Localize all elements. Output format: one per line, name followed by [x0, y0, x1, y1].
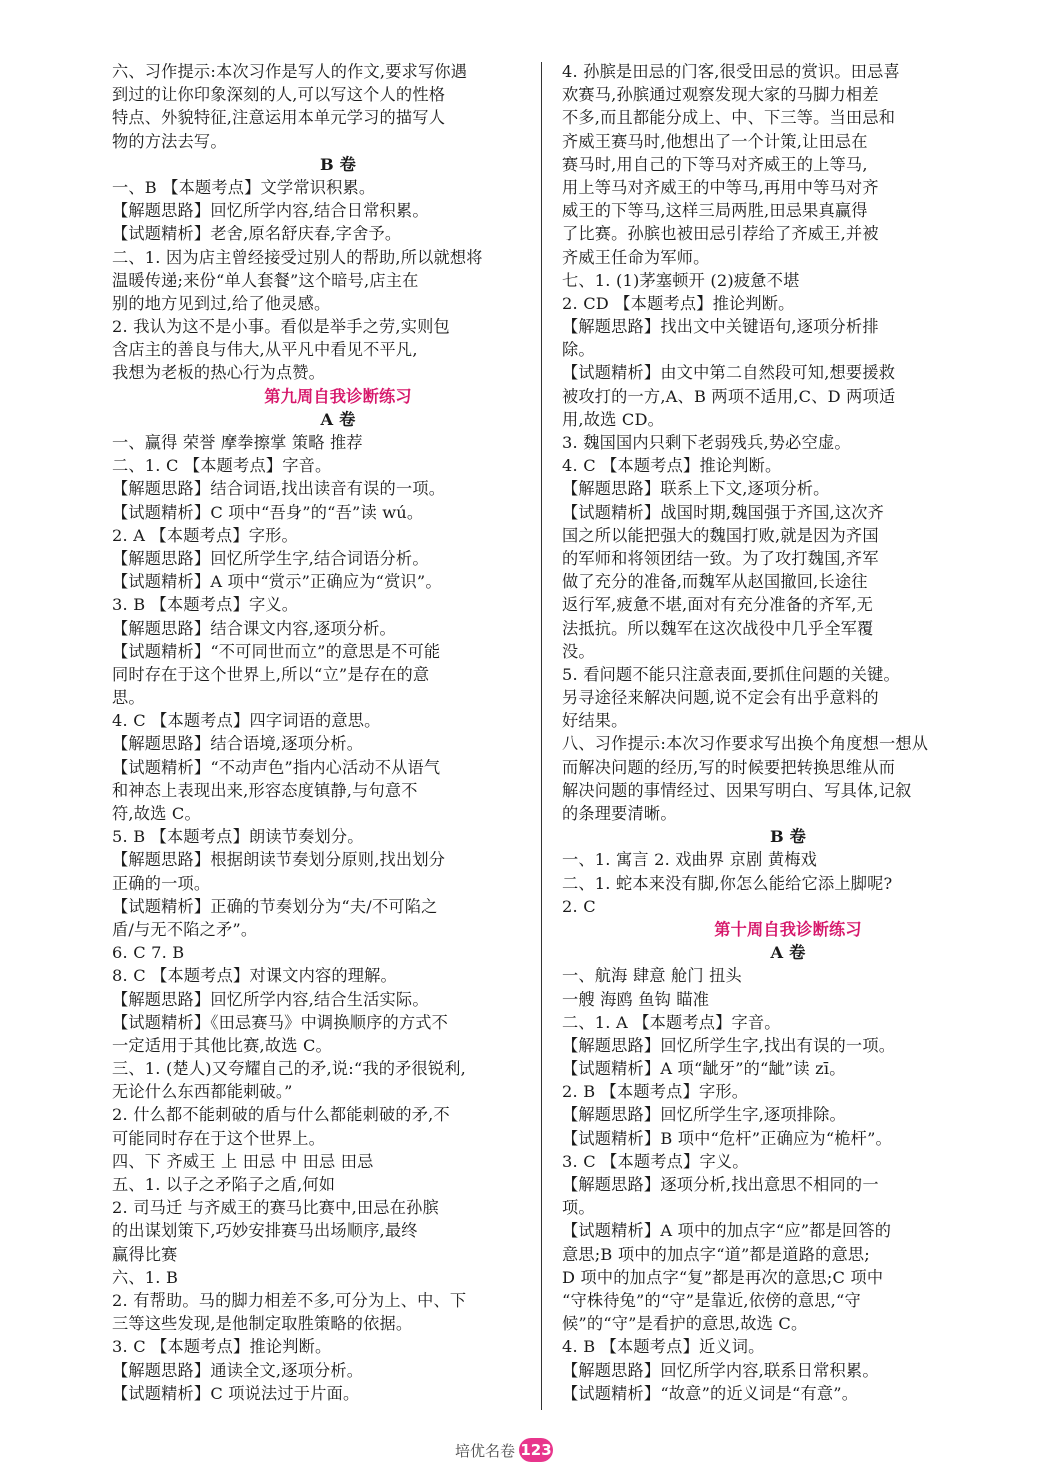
answer-line: 【解题思路】联系上下文,逐项分析。: [562, 479, 830, 499]
answer-line: 【试题精析】正确的节奏划分为“夫/不可陷之: [112, 896, 438, 916]
answer-line: 一艘 海鸥 鱼钩 瞄准: [562, 989, 710, 1009]
answer-line: D 项中的加点字“复”都是再次的意思;C 项中: [562, 1267, 884, 1287]
answer-line: 【试题精析】B 项中“危杆”正确应为“桅杆”。: [562, 1128, 892, 1148]
answer-line: 另寻途径来解决问题,说不定会有出乎意料的: [562, 688, 879, 708]
answer-line: 的出谋划策下,巧妙安排赛马出场顺序,最终: [112, 1221, 418, 1241]
section-label: A 卷: [770, 943, 806, 963]
page-footer: [455, 1437, 553, 1463]
answer-line: 2. 我认为这不是小事。看似是举手之劳,实则包: [112, 317, 450, 337]
answer-line: 【解题思路】回忆所学内容,联系日常积累。: [562, 1360, 879, 1380]
answer-line: 一、B 【本题考点】文学常识积累。: [112, 177, 376, 197]
answer-line: 欢赛马,孙膑通过观察发现大家的马脚力相差: [562, 85, 879, 105]
section-label: B 卷: [319, 154, 357, 174]
answer-line: 2. CD 【本题考点】推论判断。: [562, 293, 795, 313]
left-column: [112, 60, 564, 1405]
answer-line: 没。: [562, 641, 595, 661]
answer-line: 齐威王赛马时,他想出了一个计策,让田忌在: [562, 131, 868, 151]
answer-line: 【试题精析】战国时期,魏国强于齐国,这次齐: [562, 502, 885, 522]
answer-line: 含店主的善良与伟大,从平凡中看见不平凡,: [112, 340, 418, 360]
answer-line: 思。: [112, 688, 145, 708]
answer-line: 【解题思路】根据朗读节奏划分原则,找出划分: [112, 850, 446, 870]
answer-line: 2. C: [562, 896, 596, 916]
answer-line: 法抵抗。所以魏军在这次战役中几乎全军覆: [562, 618, 874, 638]
answer-line: 6. C 7. B: [112, 943, 185, 963]
answer-line: 3. C 【本题考点】推论判断。: [112, 1337, 332, 1357]
answer-line: 【解题思路】回忆所学生字,逐项排除。: [562, 1105, 846, 1125]
answer-line: 【试题精析】C 项中“吾身”的“吾”读 wú。: [112, 502, 424, 522]
answer-line: 【解题思路】回忆所学生字,结合词语分析。: [112, 548, 429, 568]
answer-line: “守株待兔”的“守”是靠近,依傍的意思,“守: [562, 1290, 861, 1310]
answer-line: 意思;B 项中的加点字“道”都是道路的意思;: [562, 1244, 870, 1264]
answer-line: 不多,而且都能分成上、中、下三等。当田忌和: [562, 108, 896, 128]
answer-line: 国之所以能把强大的魏国打败,就是因为齐国: [562, 525, 879, 545]
answer-line: 一定适用于其他比赛,故选 C。: [112, 1035, 332, 1055]
answer-line: 三等这些发现,是他制定取胜策略的依据。: [112, 1314, 413, 1334]
answer-line: 【解题思路】回忆所学内容,结合生活实际。: [112, 989, 429, 1009]
answer-line: 5. B 【本题考点】朗读节奏划分。: [112, 827, 364, 847]
answer-line: 物的方法去写。: [112, 131, 227, 151]
answer-line: 4. C 【本题考点】四字词语的意思。: [112, 711, 381, 731]
answer-line: 4. C 【本题考点】推论判断。: [562, 456, 782, 476]
answer-line: 的军师和将领团结一致。为了攻打魏国,齐军: [562, 548, 879, 568]
answer-line: 二、1. A 【本题考点】字音。: [562, 1012, 781, 1032]
answer-line: 项。: [562, 1198, 595, 1218]
answer-line: 【解题思路】结合词语,找出读音有误的一项。: [112, 479, 446, 499]
answer-line: 七、1. (1)茅塞顿开 (2)疲惫不堪: [562, 270, 800, 290]
answer-line: 【试题精析】A 项“龇牙”的“龇”读 zī。: [562, 1059, 846, 1079]
answer-line: 特点、外貌特征,注意运用本单元学习的描写人: [112, 108, 446, 128]
answer-line: 2. 有帮助。马的脚力相差不多,可分为上、中、下: [112, 1290, 467, 1310]
answer-line: 用,故选 CD。: [562, 409, 665, 429]
answer-line: 赛马时,用自己的下等马对齐威王的上等马,: [562, 154, 868, 174]
answer-line: 一、赢得 荣誉 摩拳擦掌 策略 推荐: [112, 433, 363, 452]
answer-line: 【解题思路】找出文中关键语句,逐项分析排: [562, 317, 879, 337]
answer-line: 3. C 【本题考点】字义。: [562, 1151, 749, 1171]
answer-line: 赢得比赛: [112, 1244, 178, 1264]
answer-line: 同时存在于这个世界上,所以“立”是存在的意: [112, 664, 430, 684]
answer-line: 一、1. 寓言 2. 戏曲界 京剧 黄梅戏: [562, 850, 818, 870]
answer-line: 2. B 【本题考点】字形。: [562, 1082, 749, 1102]
answer-line: 而解决问题的经历,写的时候要把转换思维从而: [562, 757, 896, 777]
answer-line: 和神态上表现出来,形容态度镇静,与句意不: [112, 780, 418, 800]
answer-line: 盾/与无不陷之矛”。: [112, 919, 258, 939]
answer-line: 一、航海 肆意 舱门 扭头: [562, 966, 742, 986]
right-column: [562, 60, 1014, 1405]
answer-line: 【试题精析】《田忌赛马》中调换顺序的方式不: [112, 1012, 449, 1032]
answer-line: 【试题精析】“不动声色”指内心活动不从语气: [112, 757, 441, 777]
answer-line: 用上等马对齐威王的中等马,再用中等马对齐: [562, 177, 879, 197]
week-heading: 第十周自我诊断练习: [714, 919, 862, 939]
answer-line: 【试题精析】A 项中“赏示”正确应为“赏识”。: [112, 572, 442, 592]
answer-line: 3. B 【本题考点】字义。: [112, 595, 299, 615]
answer-line: 4. B 【本题考点】近义词。: [562, 1337, 765, 1357]
answer-line: 八、习作提示:本次习作要求写出换个角度想一想从: [562, 734, 929, 754]
answer-line: 8. C 【本题考点】对课文内容的理解。: [112, 966, 397, 986]
answer-line: 正确的一项。: [112, 873, 211, 893]
week-heading: 第九周自我诊断练习: [264, 386, 412, 406]
answer-line: 【解题思路】回忆所学生字,找出有误的一项。: [562, 1035, 896, 1055]
answer-line: 六、习作提示:本次习作是写人的作文,要求写你遇: [112, 62, 468, 81]
answer-line: 候”的“守”是看护的意思,故选 C。: [562, 1314, 808, 1334]
answer-line: 五、1. 以子之矛陷子之盾,何如: [112, 1175, 336, 1194]
answer-line: 5. 看问题不能只注意表面,要抓住问题的关键。: [562, 664, 900, 684]
answer-line: 4. 孙膑是田忌的门客,很受田忌的赏识。田忌喜: [562, 62, 900, 81]
book-name: 培优名卷: [455, 1441, 516, 1460]
answer-line: 【试题精析】A 项中的加点字“应”都是回答的: [562, 1221, 892, 1241]
answer-line: 【试题精析】由文中第二自然段可知,想要援救: [562, 363, 896, 383]
answer-line: 我想为老板的热心行为点赞。: [112, 363, 326, 383]
answer-line: 【解题思路】逐项分析,找出意思不相同的一: [562, 1175, 879, 1194]
column-divider: [541, 62, 542, 1410]
answer-line: 【试题精析】“不可同世而立”的意思是不可能: [112, 641, 441, 661]
answer-line: 2. A 【本题考点】字形。: [112, 525, 298, 545]
answer-line: 二、1. C 【本题考点】字音。: [112, 456, 332, 476]
answer-line: 符,故选 C。: [112, 804, 201, 823]
section-label: A 卷: [320, 409, 356, 429]
answer-line: 三、1. (楚人)又夸耀自己的矛,说:“我的矛很锐利,: [112, 1059, 467, 1079]
answer-line: 2. 司马迁 与齐威王的赛马比赛中,田忌在孙膑: [112, 1198, 439, 1218]
answer-line: 别的地方见到过,给了他灵感。: [112, 293, 331, 313]
answer-line: 齐威王任命为军师。: [562, 247, 710, 267]
answer-line: 好结果。: [562, 711, 628, 731]
answer-line: 的条理要清晰。: [562, 804, 677, 823]
answer-line: 返行军,疲惫不堪,面对有充分准备的齐军,无: [562, 595, 874, 615]
answer-line: 【解题思路】结合语境,逐项分析。: [112, 734, 364, 754]
answer-line: 二、1. 因为店主曾经接受过别人的帮助,所以就想将: [112, 247, 483, 267]
page-number-badge: 123: [519, 1438, 553, 1462]
answer-line: 二、1. 蛇本来没有脚,你怎么能给它添上脚呢?: [562, 873, 893, 893]
answer-line: 除。: [562, 340, 595, 360]
answer-line: 四、下 齐威王 上 田忌 中 田忌 田忌: [112, 1151, 374, 1171]
answer-line: 2. 什么都不能刺破的盾与什么都能刺破的矛,不: [112, 1105, 450, 1125]
answer-line: 3. 魏国国内只剩下老弱残兵,势必空虚。: [562, 433, 851, 452]
section-label: B 卷: [769, 827, 807, 847]
answer-line: 【解题思路】回忆所学内容,结合日常积累。: [112, 201, 429, 221]
answer-line: 了比赛。孙膑也被田忌引荐给了齐威王,并被: [562, 224, 879, 244]
answer-line: 被攻打的一方,A、B 两项不适用,C、D 两项适: [562, 386, 896, 406]
answer-line: 威王的下等马,这样三局两胜,田忌果真赢得: [562, 201, 868, 221]
answer-line: 无论什么东西都能刺破。”: [112, 1082, 293, 1102]
answer-line: 【试题精析】C 项说法过于片面。: [112, 1383, 360, 1403]
answer-line: 【解题思路】结合课文内容,逐项分析。: [112, 618, 396, 638]
answer-line: 解决问题的事情经过、因果写明白、写具体,记叙: [562, 780, 912, 800]
answer-line: 可能同时存在于这个世界上。: [112, 1128, 326, 1148]
answer-line: 【试题精析】老舍,原名舒庆春,字舍予。: [112, 224, 402, 244]
answer-line: 到过的让你印象深刻的人,可以写这个人的性格: [112, 85, 446, 105]
answer-line: 【解题思路】通读全文,逐项分析。: [112, 1360, 364, 1380]
answer-line: 六、1. B: [112, 1267, 179, 1287]
answer-line: 【试题精析】“故意”的近义词是“有意”。: [562, 1383, 859, 1403]
answer-line: 温暖传递;来份“单人套餐”这个暗号,店主在: [112, 270, 419, 290]
answer-line: 做了充分的准备,而魏军从赵国撤回,长途往: [562, 572, 868, 592]
